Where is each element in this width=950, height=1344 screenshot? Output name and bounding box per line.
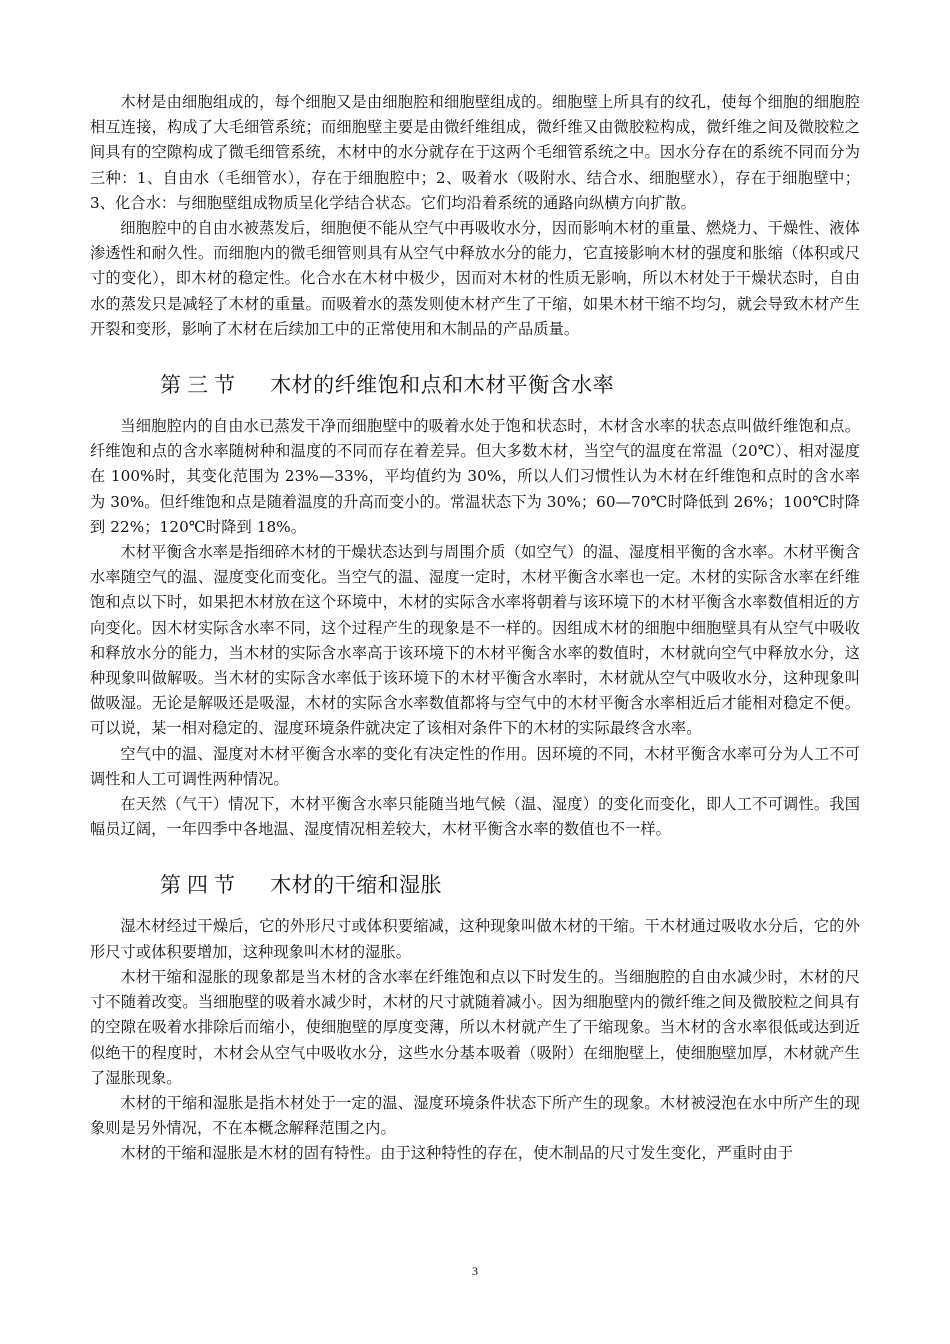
page-number: 3 — [472, 1264, 478, 1278]
paragraph: 湿木材经过干燥后，它的外形尺寸或体积要缩减，这种现象叫做木材的干缩。干木材通过吸收水分后，它的外形尺寸或体积要增加，这种现象叫木材的湿胀。 — [90, 917, 860, 961]
section-heading-3 — [90, 370, 860, 400]
section-title: 木材的干缩和湿胀 — [270, 873, 443, 898]
paragraph: 木材是由细胞组成的，每个细胞又是由细胞腔和细胞壁组成的。细胞壁上所具有的纹孔，使每个细胞的细胞腔相互连接，构成了大毛细管系统；而细胞壁主要是由微纤维组成，微纤维又由微胶粒构成，微纤维之间及微胶粒之间具有的空隙构成了微毛细管系统，木材中的水分就存在于这两个毛细管系统之中。因水分存在的系统不同而分为三种：1、自由水（毛细管水），存在于细胞腔中；2、吸着水（吸附水、结合水、细胞壁水），存在于细胞壁中；3、化合水：与细胞壁组成物质呈化学结合状态。它们均沿着系统的通路向纵横方向扩散。 — [90, 93, 860, 212]
section-number: 第四节 — [160, 873, 241, 898]
section-heading-4 — [90, 870, 860, 900]
paragraph: 木材平衡含水率是指细碎木材的干燥状态达到与周围介质（如空气）的温、湿度相平衡的含水率。木材平衡含水率随空气的温、湿度变化而变化。当空气的温、湿度一定时，木材平衡含水率也一定。木材的实际含水率在纤维饱和点以下时，如果把木材放在这个环境中，木材的实际含水率将朝着与该环境下的木材平衡含水率数值相近的方向变化。因木材实际含水率不同，这个过程产生的现象是不一样的。因组成木材的细胞中细胞壁具有从空气中吸收和释放水分的能力，当木材的实际含水率高于该环境下的木材平衡含水率的数值时，木材就向空气中释放水分，这种现象叫做解吸。当木材的实际含水率低于该环境下的木材平衡含水率时，木材就从空气中吸收水分，这种现象叫做吸湿。无论是解吸还是吸湿，木材的实际含水率数值都将与空气中的木材平衡含水率相近后才能相对稳定不便。可以说，某一相对稳定的、湿度环境条件就决定了该相对条件下的木材的实际最终含水率。 — [90, 543, 860, 738]
paragraph: 当细胞腔内的自由水已蒸发干净而细胞壁中的吸着水处于饱和状态时，木材含水率的状态点叫做纤维饱和点。纤维饱和点的含水率随树种和温度的不同而存在着差异。但大多数木材，当空气的温度在常温（20℃）、相对湿度在 100%时，其变化范围为 23%—33%，平均值约为 30%，所以人们习惯性认为木材在纤维饱和点时的含水率为 30%。但纤维饱和点是随着温度的升高而变小的。常温状态下为 30%；60—70℃时降低到 26%；100℃时降到 22%；120℃时降到 18%。 — [90, 417, 860, 536]
paragraph: 木材的干缩和湿胀是指木材处于一定的温、湿度环境条件状态下所产生的现象。木材被浸泡在水中所产生的现象则是另外情况，不在本概念解释范围之内。 — [90, 1093, 860, 1138]
paragraph: 细胞腔中的自由水被蒸发后，细胞便不能从空气中再吸收水分，因而影响木材的重量、燃烧力、干燥性、液体渗透性和耐久性。而细胞内的微毛细管则具有从空气中释放水分的能力，它直接影响木材的强度和胀缩（体积或尺寸的变化），即木材的稳定性。化合水在木材中极少，因而对木材的性质无影响，所以木材处于干燥状态时，自由水的蒸发只是减轻了木材的重量。而吸着水的蒸发则使木材产生了干缩，如果木材干缩不均匀，就会导致木材产生开裂和变形，影响了木材在后续加工中的正常使用和木制品的产品质量。 — [90, 219, 860, 338]
paragraph: 木材干缩和湿胀的现象都是当木材的含水率在纤维饱和点以下时发生的。当细胞腔的自由水减少时，木材的尺寸不随着改变。当细胞壁的吸着水减少时，木材的尺寸就随着减小。因为细胞壁内的微纤维之间及微胶粒之间具有的空隙在吸着水排除后而缩小，使细胞壁的厚度变薄，所以木材就产生了干缩现象。当木材的含水率很低或达到近似绝干的程度时，木材会从空气中吸收水分，这些水分基本吸着（吸附）在细胞壁上，使细胞壁加厚，木材就产生了湿胀现象。 — [90, 967, 860, 1087]
paragraph: 在天然（气干）情况下，木材平衡含水率只能随当地气候（温、湿度）的变化而变化，即人工不可调性。我国幅员辽阔，一年四季中各地温、湿度情况相差较大，木材平衡含水率的数值也不一样。 — [90, 795, 860, 839]
section-title: 木材的纤维饱和点和木材平衡含水率 — [270, 373, 615, 398]
page-content — [90, 90, 860, 1167]
section-number: 第三节 — [160, 373, 241, 398]
paragraph: 木材的干缩和湿胀是木材的固有特性。由于这种特性的存在，使木制品的尺寸发生变化，严重时由于 — [120, 1144, 794, 1163]
paragraph: 空气中的温、湿度对木材平衡含水率的变化有决定性的作用。因环境的不同，木材平衡含水率可分为人工不可调性和人工可调性两种情况。 — [90, 744, 860, 788]
